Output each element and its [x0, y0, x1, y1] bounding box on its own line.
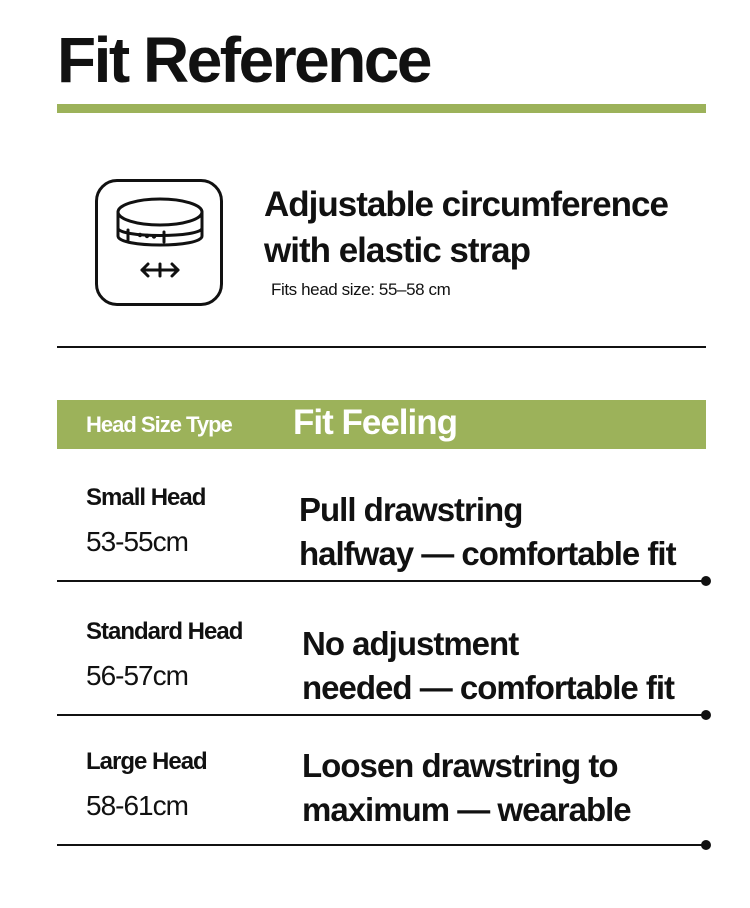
- row-head-range: 53-55cm: [86, 526, 188, 557]
- row-fit-description: [302, 622, 712, 710]
- title-underline: [57, 104, 706, 113]
- column-fit-feeling: Fit Feeling: [293, 403, 457, 442]
- row-head-type: Large Head: [86, 748, 207, 775]
- row-fit-line1: Pull drawstring: [299, 491, 523, 528]
- feature-title-line1: Adjustable circumference: [264, 185, 668, 224]
- row-divider: [57, 844, 706, 846]
- row-fit-line2: maximum — wearable: [302, 791, 631, 828]
- column-head-size-type: Head Size Type: [86, 412, 232, 437]
- row-head-range: 56-57cm: [86, 660, 188, 691]
- adjustable-band-icon: [98, 182, 220, 303]
- table-row: [57, 748, 717, 882]
- row-head-type: Standard Head: [86, 618, 243, 645]
- row-fit-description: [299, 488, 709, 576]
- row-divider-dot: [701, 840, 711, 850]
- row-fit-line2: halfway — comfortable fit: [299, 535, 676, 572]
- row-fit-line1: No adjustment: [302, 625, 519, 662]
- feature-icon-frame: [95, 179, 223, 306]
- section-divider: [57, 346, 706, 348]
- row-divider-dot: [701, 576, 711, 586]
- page-title: Fit Reference: [57, 24, 430, 96]
- feature-title: [264, 182, 668, 274]
- feature-title-line2: with elastic strap: [264, 231, 530, 270]
- row-fit-line1: Loosen drawstring to: [302, 747, 618, 784]
- row-head-type: Small Head: [86, 484, 206, 511]
- table-header: [57, 400, 706, 449]
- row-head-range: 58-61cm: [86, 790, 188, 821]
- row-fit-line2: needed — comfortable fit: [302, 669, 675, 706]
- row-divider: [57, 580, 706, 582]
- row-divider: [57, 714, 706, 716]
- row-divider-dot: [701, 710, 711, 720]
- table-row: [57, 484, 717, 618]
- table-row: [57, 618, 717, 752]
- row-fit-description: [302, 744, 712, 832]
- feature-subtitle: Fits head size: 55–58 cm: [271, 280, 451, 299]
